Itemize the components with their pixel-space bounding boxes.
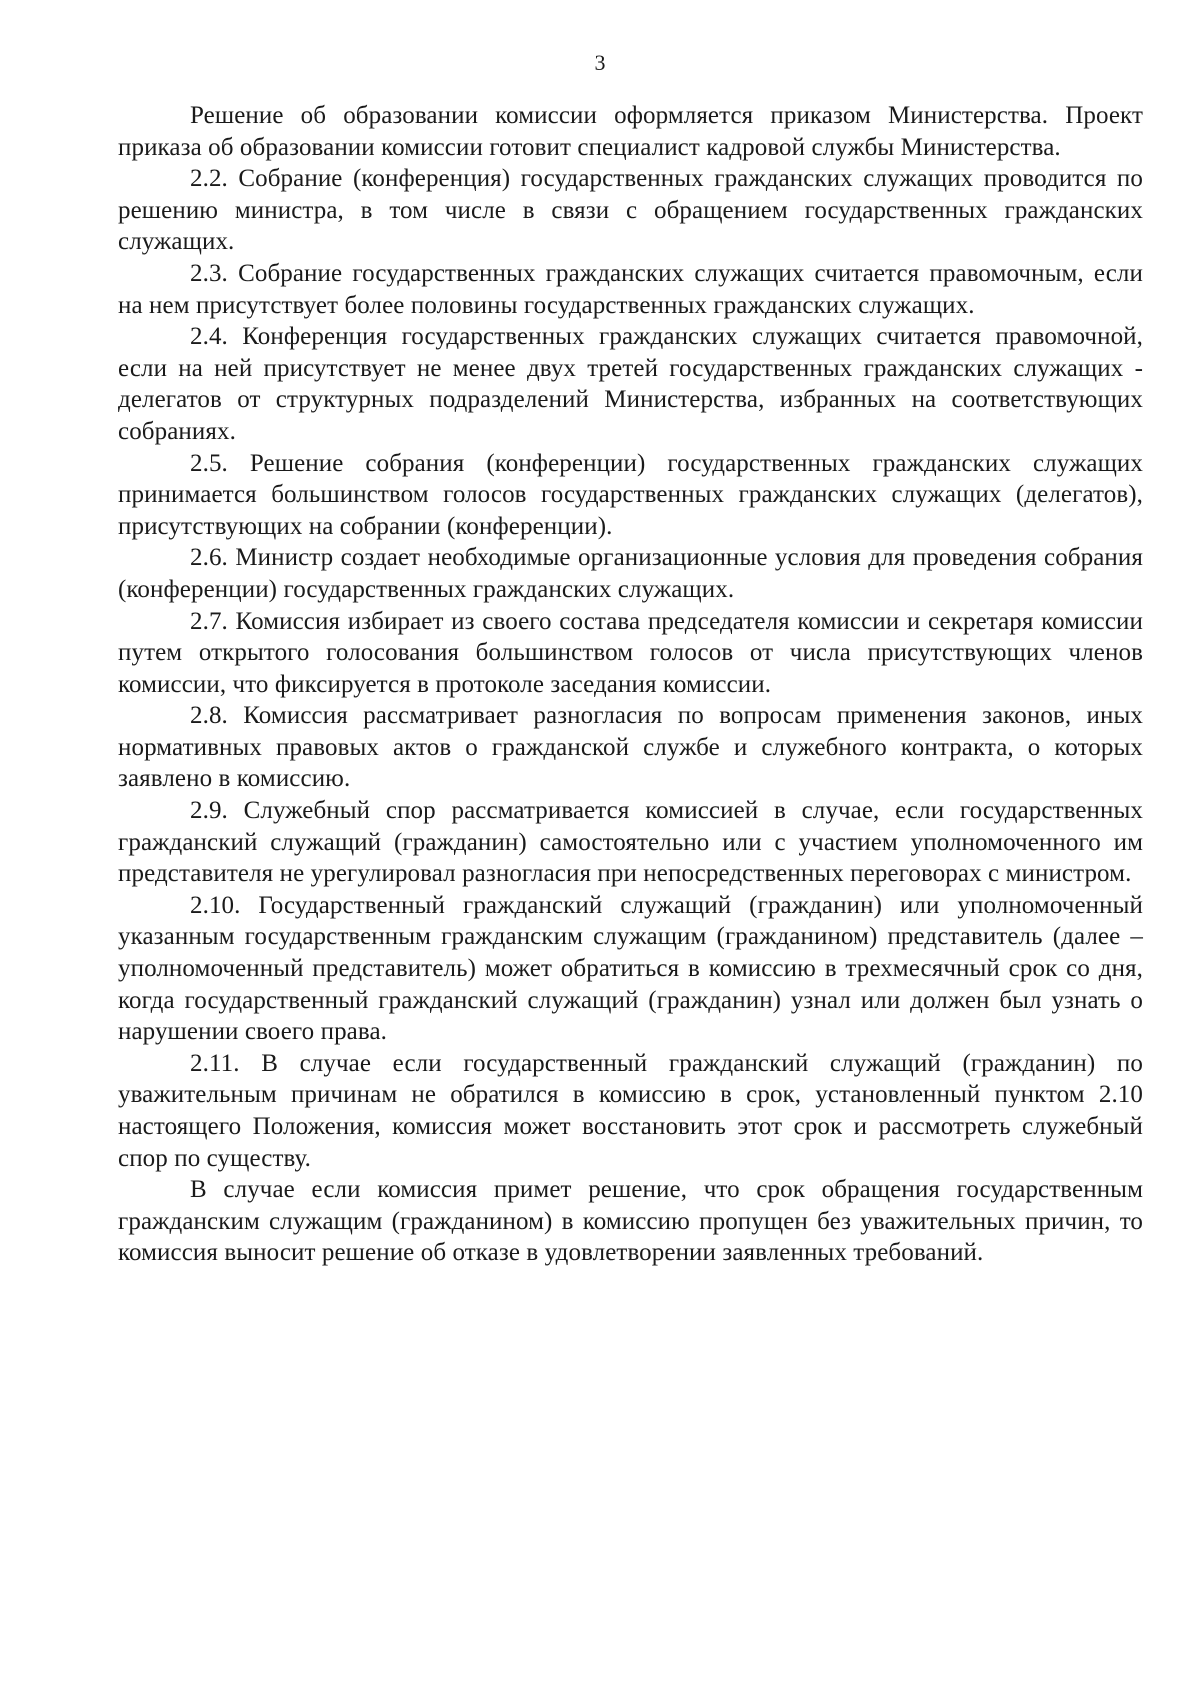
paragraph-2-6: 2.6. Министр создает необходимые организационные условия для проведения собрания (конференции) государственных гражданских служащих. (118, 544, 1143, 603)
document-body (118, 100, 1143, 1269)
paragraph-2-9: 2.9. Служебный спор рассматривается комиссией в случае, если государственных гражданский служащий (гражданин) самостоятельно или с участием уполномоченного им представителя не урегулировал разногласия при непосредственных переговорах с министром. (118, 797, 1143, 888)
paragraph-missed-deadline: В случае если комиссия примет решение, что срок обращения государственным гражданским служащим (гражданином) в комиссию пропущен без уважительных причин, то комиссия выносит решение об отказе в удовлетворении заявленных требований. (118, 1176, 1143, 1267)
paragraph-2-4: 2.4. Конференция государственных гражданских служащих считается правомочной, если на ней присутствует не менее двух третей государственных гражданских служащих - делегатов от структурных подразделений Министерства, избранных на соответствующих собраниях. (118, 323, 1143, 445)
paragraph-2-8: 2.8. Комиссия рассматривает разногласия по вопросам применения законов, иных нормативных правовых актов о гражданской службе и служебного контракта, о которых заявлено в комиссию. (118, 702, 1143, 793)
paragraph-commission-order: Решение об образовании комиссии оформляется приказом Министерства. Проект приказа об образовании комиссии готовит специалист кадровой службы Министерства. (118, 102, 1143, 161)
page-number: 3 (594, 50, 606, 75)
paragraph-2-2: 2.2. Собрание (конференция) государственных гражданских служащих проводится по решению министра, в том числе в связи с обращением государственных гражданских служащих. (118, 165, 1143, 256)
paragraph-2-7: 2.7. Комиссия избирает из своего состава председателя комиссии и секретаря комиссии путем открытого голосования большинством голосов от числа присутствующих членов комиссии, что фиксируется в протоколе заседания комиссии. (118, 607, 1143, 698)
paragraph-2-3: 2.3. Собрание государственных гражданских служащих считается правомочным, если на нем присутствует более половины государственных гражданских служащих. (118, 259, 1143, 319)
paragraph-2-11: 2.11. В случае если государственный гражданский служащий (гражданин) по уважительным причинам не обратился в комиссию в срок, установленный пунктом 2.10 настоящего Положения, комиссия может восстановить этот срок и рассмотреть служебный спор по существу. (118, 1049, 1143, 1172)
paragraph-2-10: 2.10. Государственный гражданский служащий (гражданин) или уполномоченный указанным государственным гражданским служащим (гражданином) представитель (далее – уполномоченный представитель) может обратиться в комиссию в трехмесячный срок со дня, когда государственный гражданский служащий (гражданин) узнал или должен был узнать о нарушении своего права. (118, 891, 1143, 1046)
paragraph-2-5: 2.5. Решение собрания (конференции) государственных гражданских служащих принимается большинством голосов государственных гражданских служащих (делегатов), присутствующих на собрании (конференции). (118, 449, 1143, 540)
